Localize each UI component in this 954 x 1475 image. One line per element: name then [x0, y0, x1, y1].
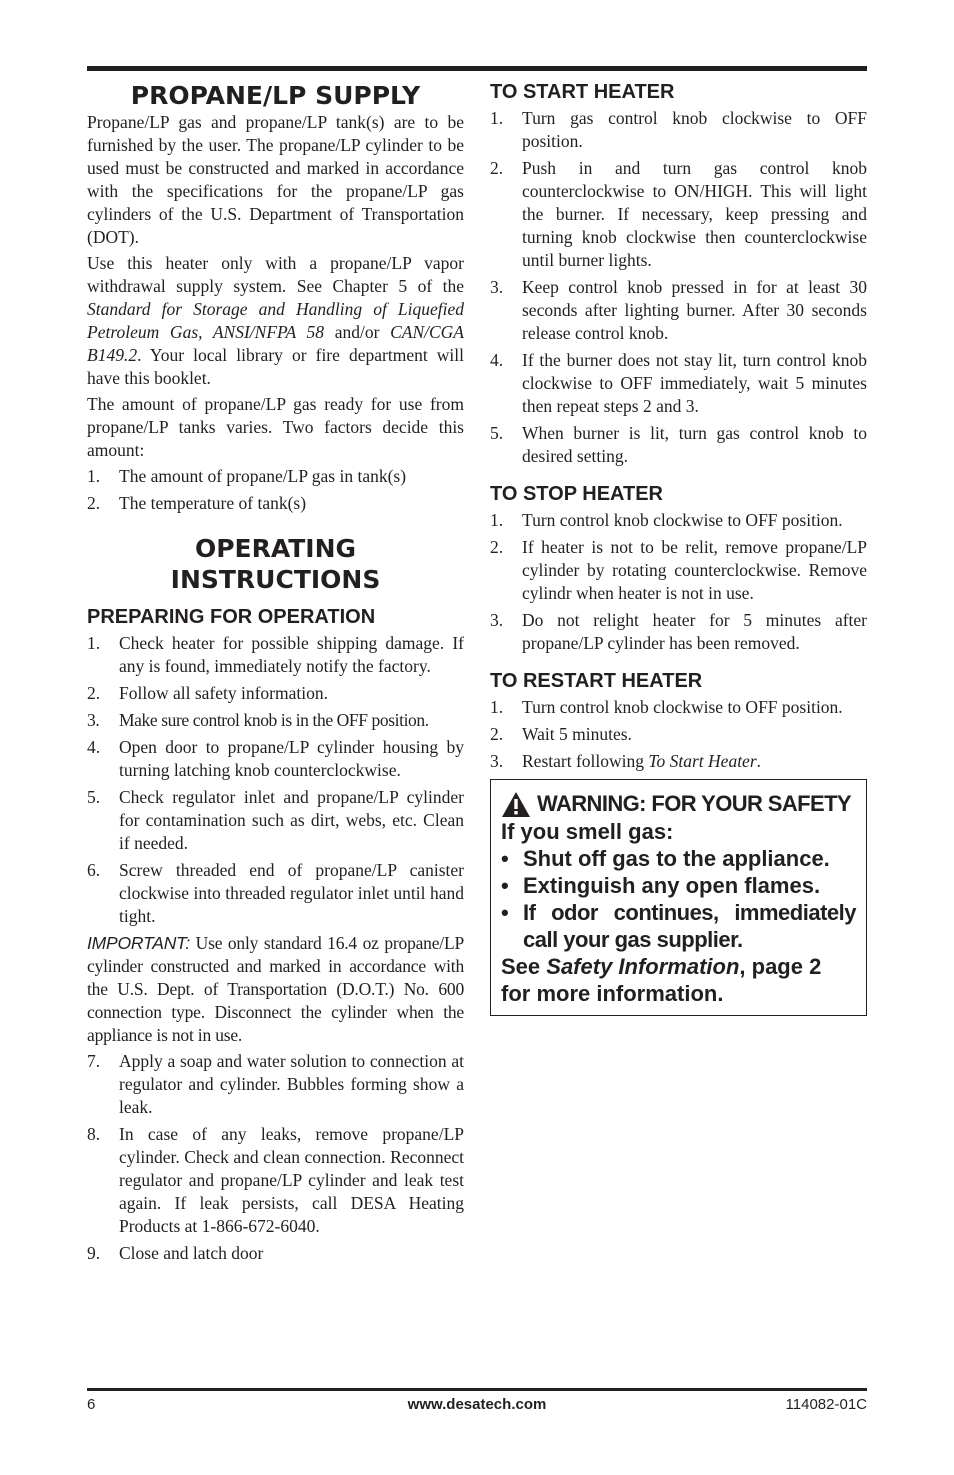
propane-paragraph-1: Propane/LP gas and propane/LP tank(s) are to be furnished by the user. The propane/LP cylinder to be used must be constructed and marked in accordance with the specifications for the propane/LP gas cylinders of the U.S. Department of Transportation (DOT).: [87, 112, 464, 247]
list-item: 2. Follow all safety information.: [87, 683, 328, 703]
important-note: [87, 932, 464, 1047]
propane-supply-title: PROPANE/LP SUPPLY: [130, 81, 421, 110]
p2-text-e: . Your local library or fire department will have this booklet.: [87, 345, 464, 388]
list-item: 1. Turn control knob clockwise to OFF position.: [490, 510, 843, 530]
safety-information-ref: Safety Information: [546, 954, 740, 979]
list-item: 6. Screw threaded end of propane/LP canister clockwise into threaded regulator inlet until hand tight.: [87, 860, 464, 926]
preparing-steps: [87, 632, 464, 928]
restart-heater-title: TO RESTART HEATER: [490, 670, 703, 692]
propane-paragraph-2: [87, 252, 464, 390]
left-column: [87, 80, 464, 1269]
right-column: [490, 80, 867, 1016]
list-item: 2. If heater is not to be relit, remove propane/LP cylinder by rotating counterclockwise. Remove cylindr when heater is not in use.: [490, 537, 867, 603]
list-item: 1. Turn control knob clockwise to OFF position.: [490, 697, 843, 717]
important-label: IMPORTANT:: [87, 933, 191, 953]
list-item: 8. In case of any leaks, remove propane/LP cylinder. Check and clean connection. Reconnect regulator and propane/LP cylinder and leak test again. If leak persists, call DESA Heating Products at 1-866-672-6040.: [87, 1124, 464, 1236]
list-item: 2. The temperature of tank(s): [87, 493, 307, 513]
page-number: 6: [87, 1396, 96, 1413]
list-item: 3. Make sure control knob is in the OFF position.: [87, 710, 429, 730]
p2-text-c: and/or: [324, 322, 391, 342]
propane-paragraph-3: The amount of propane/LP gas ready for use from propane/LP tanks varies. Two factors decide this amount:: [87, 394, 464, 460]
warning-lead: If you smell gas:: [501, 819, 674, 844]
list-item: • Extinguish any open flames.: [501, 873, 821, 898]
list-item: 9. Close and latch door: [87, 1243, 264, 1263]
list-item: 4. Open door to propane/LP cylinder housing by turning latching knob counterclockwise.: [87, 737, 464, 780]
list-item: 2. Push in and turn gas control knob counterclockwise to ON/HIGH. This will light the burner. If necessary, keep pressing and turning knob clockwise then counterclockwise until burner lights.: [490, 158, 867, 270]
list-item: 5. When burner is lit, turn gas control knob to desired setting.: [490, 423, 867, 466]
p2-text-a: Use this heater only with a propane/LP vapor withdrawal supply system. See Chapter 5 of the: [87, 253, 464, 296]
footer-url: www.desatech.com: [407, 1396, 547, 1413]
warning-see-more: See Safety Information, page 2 for more information.: [501, 954, 822, 1006]
list-item: 5. Check regulator inlet and propane/LP cylinder for contamination such as dirt, webs, etc. Clean if needed.: [87, 787, 464, 853]
list-item: 1. Turn gas control knob clockwise to OFF position.: [490, 108, 867, 151]
list-item: 3. Do not relight heater for 5 minutes after propane/LP cylinder has been removed.: [490, 610, 867, 653]
important-text: Use only standard 16.4 oz propane/LP cylinder constructed and marked in accordance with the U.S. Dept. of Transportation (D.O.T.) No. 600 connection type. Disconnect the cylinder when the appliance is not in use.: [87, 933, 464, 1045]
list-item: 3. Restart following To Start Heater.: [490, 751, 762, 771]
restart-steps: [490, 696, 867, 773]
warning-triangle-icon: [501, 791, 531, 818]
p2-standard-ref: Standard for Storage and Handling of Liquefied Petroleum Gas, ANSI/NFPA 58: [87, 299, 464, 342]
start-heater-title: TO START HEATER: [490, 81, 675, 103]
list-item: • Shut off gas to the appliance.: [501, 846, 830, 871]
stop-heater-title: TO STOP HEATER: [490, 483, 663, 505]
list-item: 1. Check heater for possible shipping damage. If any is found, immediately notify the factory.: [87, 633, 464, 676]
bottom-rule: [87, 1388, 867, 1391]
warning-bullets: [501, 845, 856, 953]
list-item: 7. Apply a soap and water solution to connection at regulator and cylinder. Bubbles forming show a leak.: [87, 1051, 464, 1117]
start-steps: [490, 107, 867, 468]
list-item: 3. Keep control knob pressed in for at least 30 seconds after lighting burner. After 30 seconds release control knob.: [490, 277, 867, 343]
list-item: 4. If the burner does not stay lit, turn control knob clockwise to OFF immediately, wait 5 minutes then repeat steps 2 and 3.: [490, 350, 867, 416]
factors-list: [87, 465, 464, 515]
list-item: 1. The amount of propane/LP gas in tank(s): [87, 466, 407, 486]
warning-title: WARNING: FOR YOUR SAFETY: [501, 790, 856, 818]
stop-steps: [490, 509, 867, 655]
start-heater-reference: To Start Heater: [648, 751, 757, 771]
operating-instructions-title: OPERATING INSTRUCTIONS: [170, 534, 381, 594]
preparing-steps-continued: [87, 1050, 464, 1265]
preparing-title: PREPARING FOR OPERATION: [87, 606, 376, 628]
p2-can-ref: CAN/CGA B149.2: [87, 322, 464, 365]
safety-warning-box: [490, 779, 867, 1016]
top-rule: [87, 66, 867, 71]
list-item: 2. Wait 5 minutes.: [490, 724, 632, 744]
document-code: 114082-01C: [785, 1396, 867, 1413]
list-item: • If odor continues, immediately call your gas supplier.: [501, 900, 856, 952]
